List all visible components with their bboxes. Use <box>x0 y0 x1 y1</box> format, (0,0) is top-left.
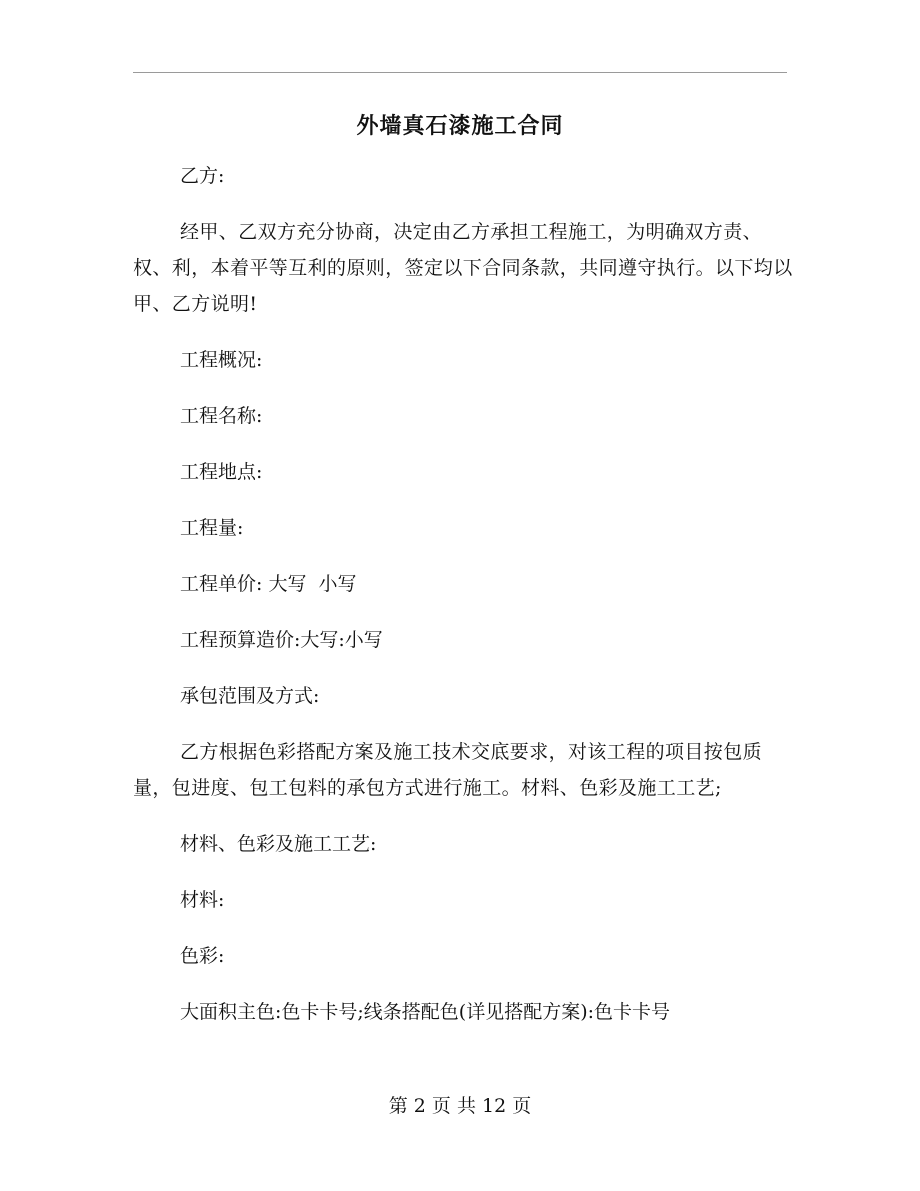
paragraph-materials: 材料: <box>180 889 225 911</box>
paragraph-party-b: 乙方: <box>180 165 225 187</box>
paragraph-materials-colors-process: 材料、色彩及施工工艺: <box>180 833 377 855</box>
paragraph-project-location: 工程地点: <box>180 461 263 483</box>
paragraph-main-color: 大面积主色:色卡卡号;线条搭配色(详见搭配方案):色卡卡号 <box>180 1001 671 1023</box>
paragraph-project-quantity: 工程量: <box>180 517 244 539</box>
paragraph-budget-cost: 工程预算造价:大写:小写 <box>180 629 383 651</box>
paragraph-intro: 经甲、乙双方充分协商，决定由乙方承担工程施工，为明确双方责、权、利，本着平等互利的原则，签定以下合同条款，共同遵守执行。以下均以甲、乙方说明! <box>133 221 793 315</box>
header-divider <box>133 72 787 73</box>
document-title: 外墙真石漆施工合同 <box>356 113 564 139</box>
paragraph-contract-scope: 承包范围及方式: <box>180 685 320 707</box>
document-body <box>133 158 793 1050</box>
paragraph-project-overview: 工程概况: <box>180 349 263 371</box>
paragraph-scope-detail: 乙方根据色彩搭配方案及施工技术交底要求，对该工程的项目按包质量，包进度、包工包料的承包方式进行施工。材料、色彩及施工工艺; <box>133 741 763 799</box>
paragraph-unit-price: 工程单价: 大写 小写 <box>180 573 357 595</box>
page-number: 第 2 页 共 12 页 <box>388 1095 532 1117</box>
paragraph-colors: 色彩: <box>180 945 225 967</box>
paragraph-project-name: 工程名称: <box>180 405 263 427</box>
